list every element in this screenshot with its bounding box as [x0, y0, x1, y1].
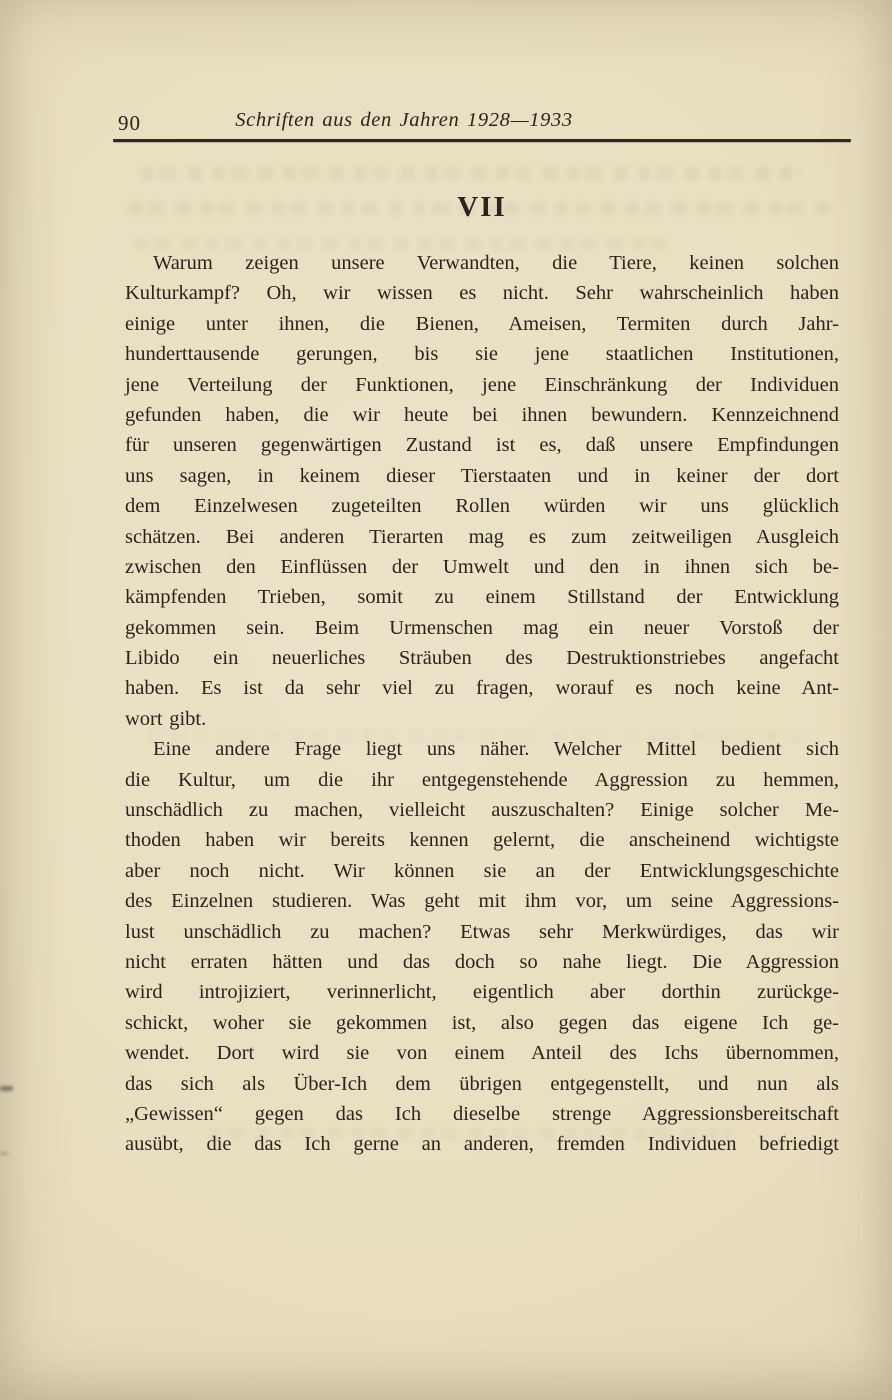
- text-line: thoden haben wir bereits kennen gelernt, die anscheinend wichtigste: [125, 829, 839, 852]
- text-line: Kulturkampf? Oh, wir wissen es nicht. Sehr wahrscheinlich haben: [125, 282, 839, 305]
- text-line: unschädlich zu machen, vielleicht auszuschalten? Einige solcher Me-: [125, 799, 839, 822]
- running-title: Schriften aus den Jahren 1928—1933: [235, 109, 573, 131]
- page-number: 90: [118, 111, 141, 135]
- body-text: [125, 248, 839, 1160]
- text-line: haben. Es ist da sehr viel zu fragen, worauf es noch keine Ant-: [125, 677, 839, 700]
- paragraph: [125, 734, 839, 1159]
- edge-smudge: [0, 1086, 13, 1091]
- text-line: wort gibt.: [125, 707, 207, 730]
- text-line: jene Verteilung der Funktionen, jene Einschränkung der Individuen: [125, 373, 839, 396]
- text-line: Warum zeigen unsere Verwandten, die Tiere, keinen solchen: [153, 252, 839, 274]
- text-line: dem Einzelwesen zugeteilten Rollen würden wir uns glücklich: [125, 495, 839, 518]
- text-line: einige unter ihnen, die Bienen, Ameisen, Termiten durch Jahr-: [125, 312, 839, 335]
- section-heading: VII: [457, 191, 507, 223]
- text-line: ausübt, die das Ich gerne an anderen, fremden Individuen befriedigt: [125, 1133, 839, 1156]
- text-line: Libido ein neuerliches Sträuben des Destruktionstriebes angefacht: [125, 647, 839, 670]
- edge-smudge: [0, 1152, 8, 1155]
- text-line: aber noch nicht. Wir können sie an der Entwicklungsgeschichte: [125, 859, 839, 882]
- text-line: das sich als Über-Ich dem übrigen entgegenstellt, und nun als: [125, 1072, 839, 1095]
- paragraph: [125, 248, 839, 734]
- text-line: „Gewissen“ gegen das Ich dieselbe strenge Aggressionsbereitschaft: [125, 1102, 839, 1125]
- text-line: wendet. Dort wird sie von einem Anteil des Ichs übernommen,: [125, 1042, 839, 1065]
- text-line: des Einzelnen studieren. Was geht mit ihm vor, um seine Aggressions-: [125, 890, 839, 913]
- text-line: zwischen den Einflüssen der Umwelt und den in ihnen sich be-: [125, 555, 839, 578]
- text-line: schickt, woher sie gekommen ist, also gegen das eigene Ich ge-: [125, 1011, 839, 1034]
- text-line: uns sagen, in keinem dieser Tierstaaten und in keiner der dort: [125, 464, 839, 487]
- text-line: Eine andere Frage liegt uns näher. Welcher Mittel bedient sich: [153, 738, 839, 761]
- text-line: gekommen sein. Beim Urmenschen mag ein neuer Vorstoß der: [125, 616, 839, 639]
- text-line: lust unschädlich zu machen? Etwas sehr Merkwürdiges, das wir: [125, 920, 839, 943]
- text-line: gefunden haben, die wir heute bei ihnen bewundern. Kennzeichnend: [125, 403, 839, 426]
- text-line: nicht erraten hätten und das doch so nahe liegt. Die Aggression: [125, 950, 839, 973]
- text-line: wird introjiziert, verinnerlicht, eigentlich aber dorthin zurückge-: [125, 981, 839, 1004]
- text-line: schätzen. Bei anderen Tierarten mag es zum zeitweiligen Ausgleich: [125, 525, 839, 548]
- text-line: hunderttausende gerungen, bis sie jene staatlichen Institutionen,: [125, 343, 839, 366]
- text-line: die Kultur, um die ihr entgegenstehende Aggression zu hemmen,: [125, 768, 839, 791]
- text-line: kämpfenden Trieben, somit zu einem Stillstand der Entwicklung: [125, 586, 839, 609]
- text-line: für unseren gegenwärtigen Zustand ist es, daß unsere Empfindungen: [125, 434, 839, 457]
- show-through-ghost: [142, 167, 802, 180]
- header-rule: [113, 139, 851, 142]
